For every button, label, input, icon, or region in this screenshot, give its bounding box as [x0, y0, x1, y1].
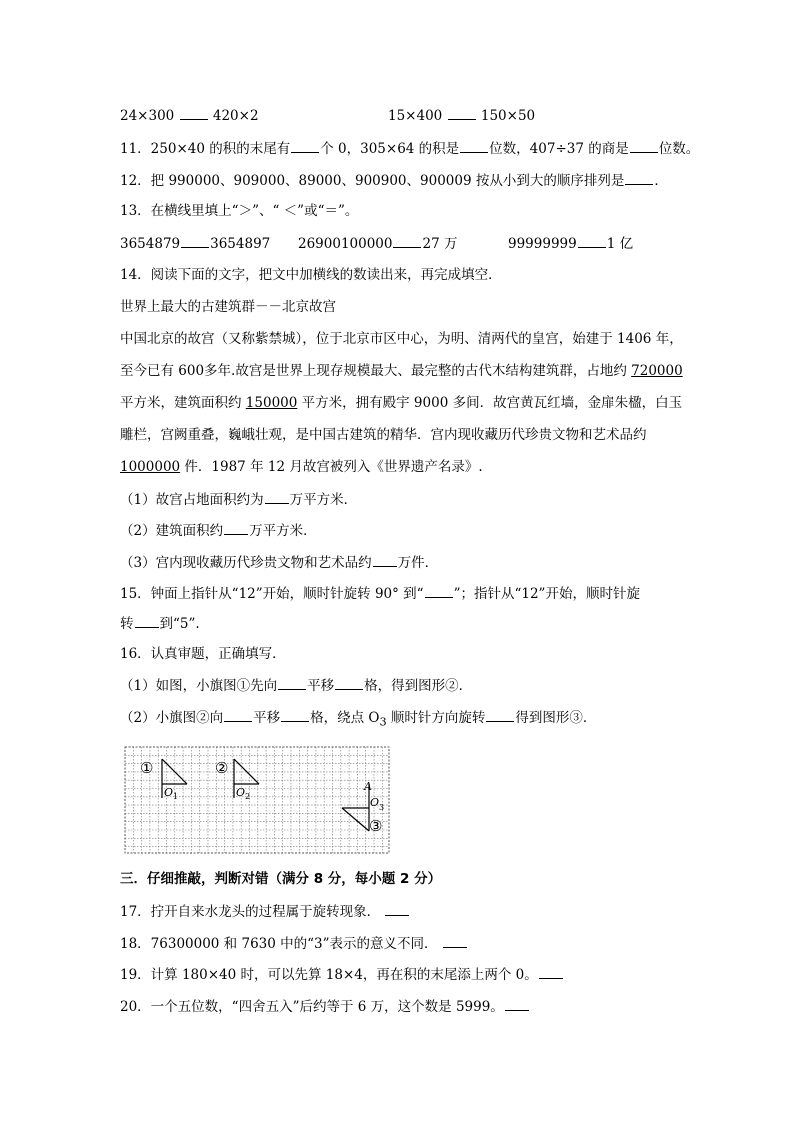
passage-line-2: [120, 362, 683, 380]
grid-lines: [125, 747, 389, 853]
question-19: [120, 965, 564, 984]
q13-row-c: [508, 234, 633, 253]
underlined-number: 150000: [245, 395, 298, 411]
q13-b-right: 27 万: [422, 236, 458, 252]
answer-blank[interactable]: [539, 965, 563, 979]
q15-text-1: 15．钟面上指针从“12”开始，顺时针旋转 90° 到“: [120, 586, 424, 602]
question-14: 14．阅读下面的文字，把文中加横线的数读出来，再完成填空．: [120, 267, 502, 283]
answer-blank[interactable]: [505, 997, 529, 1011]
question-20: [120, 997, 530, 1016]
question-16: 16．认真审题，正确填写．: [120, 646, 286, 662]
question-17: [120, 902, 410, 921]
question-18: [120, 934, 468, 953]
q10-comparison-row: [120, 106, 259, 125]
grid-figure: [124, 746, 390, 854]
sub-question-text: 顺时针方向旋转: [386, 710, 486, 726]
q12-text-end: ．: [654, 173, 668, 189]
compare-b-left: 15×400: [388, 108, 443, 124]
question-13: 13．在横线里填上“＞”、“ ＜”或“＝”。: [120, 203, 359, 219]
answer-blank[interactable]: [224, 521, 248, 535]
q15-text-2: ”；指针从“12”开始，顺时针旋: [453, 586, 640, 602]
subscript: 3: [379, 715, 387, 729]
q13-a-left: 3654879: [120, 236, 181, 252]
answer-blank[interactable]: [385, 902, 409, 916]
flag-label-1: ①: [140, 759, 154, 777]
point-o3: O: [370, 796, 380, 809]
q11-text-3: 位数，407÷37 的商是: [489, 141, 629, 157]
question-15-cont: [120, 614, 200, 633]
point-o1: O: [164, 786, 174, 799]
answer-blank[interactable]: [578, 234, 606, 248]
q10-comparison-row-b: [388, 106, 535, 125]
point-o1-subscript: 1: [173, 792, 179, 801]
compare-a-left: 24×300: [120, 108, 175, 124]
passage-text: 至今已有 600多年.故宫是世界上现存规模最大、最完整的古代木结构建筑群，占地约: [120, 363, 632, 379]
q13-b-left: 26900100000: [298, 236, 393, 252]
q11-text-2: 个 0，305×64 的积是: [320, 141, 460, 157]
question-15: [120, 584, 640, 603]
q19-text: 19．计算 180×40 时，可以先算 18×4，再在积的末尾添上两个 0。: [120, 967, 538, 983]
passage-title: 世界上最大的古建筑群－－北京故宫: [120, 299, 336, 315]
answer-blank[interactable]: [393, 234, 421, 248]
sub-question-text: 万件．: [397, 555, 439, 571]
q20-text: 20．一个五位数，“四舍五入”后约等于 6 万，这个数是 5999。: [120, 999, 504, 1015]
question-12: [120, 171, 668, 190]
answer-blank[interactable]: [224, 708, 252, 722]
answer-blank[interactable]: [486, 708, 514, 722]
point-o3-subscript: 3: [379, 803, 385, 812]
answer-blank[interactable]: [373, 553, 397, 567]
sub-question-text: 得到图形③．: [515, 710, 597, 726]
sub-question-text: 万平方米．: [249, 523, 317, 539]
answer-blank[interactable]: [180, 106, 208, 120]
sub-question-text: 格，得到图形②．: [364, 678, 473, 694]
sub-question-text: 平移: [253, 710, 281, 726]
section-heading: 三．仔细推敲，判断对错（满分 8 分，每小题 2 分）: [120, 871, 442, 887]
point-o2: O: [236, 786, 246, 799]
answer-blank[interactable]: [443, 934, 467, 948]
compare-b-right: 150×50: [480, 108, 536, 124]
answer-blank[interactable]: [448, 106, 476, 120]
sub-question-text: 格，绕点 O: [310, 710, 380, 726]
passage-line-3: [120, 394, 682, 412]
q15-text-4: 到“5”.: [159, 616, 200, 632]
compare-a-right: 420×2: [212, 108, 259, 124]
q13-row-b: [298, 234, 457, 253]
q12-text: 12．把 990000、909000、89000、900900、900009 按从小到大的顺序排列是: [120, 173, 625, 189]
q13-row-a: [120, 234, 270, 253]
sub-question-text: 平移: [307, 678, 335, 694]
sub-question-text: （2）建筑面积约: [120, 523, 224, 539]
q13-c-right: 1 亿: [606, 236, 634, 252]
answer-blank[interactable]: [425, 584, 453, 598]
answer-blank[interactable]: [625, 171, 653, 185]
answer-blank[interactable]: [278, 676, 306, 690]
answer-blank[interactable]: [630, 139, 658, 153]
passage-line-5: [120, 458, 483, 476]
q18-text: 18．76300000 和 7630 中的“3”表示的意义不同．: [120, 936, 438, 952]
underlined-number: 1000000: [120, 459, 181, 475]
q11-text-1: 11．250×40 的积的末尾有: [120, 141, 291, 157]
answer-blank[interactable]: [281, 708, 309, 722]
point-a: A: [364, 780, 372, 793]
q16-sub-2: [120, 708, 596, 732]
answer-blank[interactable]: [291, 139, 319, 153]
flag-label-3: ③: [369, 817, 383, 835]
sub-question-text: （3）宫内现收藏历代珍贵文物和艺术品约: [120, 555, 372, 571]
point-o2-subscript: 2: [245, 792, 251, 801]
sub-question-text: 万平方米．: [289, 492, 358, 508]
q14-sub-2: [120, 521, 317, 540]
sub-question-text: （1）故宫占地面积约为: [120, 492, 264, 508]
q13-c-left: 99999999: [508, 236, 577, 252]
q14-sub-3: [120, 553, 438, 572]
sub-question-text: （2）小旗图②向: [120, 710, 224, 726]
flag-label-2: ②: [215, 759, 229, 777]
passage-text: 件．1987 年 12 月故宫被列入《世界遗产名录》.: [180, 459, 483, 475]
q17-text: 17．拧开自来水龙头的过程属于旋转现象．: [120, 904, 381, 920]
underlined-number: 720000: [631, 363, 683, 379]
q16-sub-1: [120, 676, 472, 695]
sub-question-text: （1）如图，小旗图①先向: [120, 678, 278, 694]
answer-blank[interactable]: [460, 139, 488, 153]
answer-blank[interactable]: [181, 234, 209, 248]
passage-line-4: 雕栏，宫阙重叠，巍峨壮观，是中国古建筑的精华．宫内现收藏历代珍贵文物和艺术品约: [120, 427, 647, 443]
q15-text-3: 转: [120, 616, 134, 632]
passage-text: 平方米，建筑面积约: [120, 395, 246, 411]
answer-blank[interactable]: [265, 490, 289, 504]
q14-sub-1: [120, 490, 357, 509]
q13-a-right: 3654897: [210, 236, 271, 252]
passage-text: 平方米，拥有殿宇 9000 多间．故宫黄瓦红墙，金扉朱楹，白玉: [297, 395, 683, 411]
passage-line-1: 中国北京的故宫（又称紫禁城），位于北京市区中心，为明、清两代的皇宫，始建于 1406 年，: [120, 331, 683, 347]
question-11: [120, 139, 699, 158]
answer-blank[interactable]: [335, 676, 363, 690]
answer-blank[interactable]: [135, 614, 159, 628]
q11-text-4: 位数。: [658, 141, 700, 157]
